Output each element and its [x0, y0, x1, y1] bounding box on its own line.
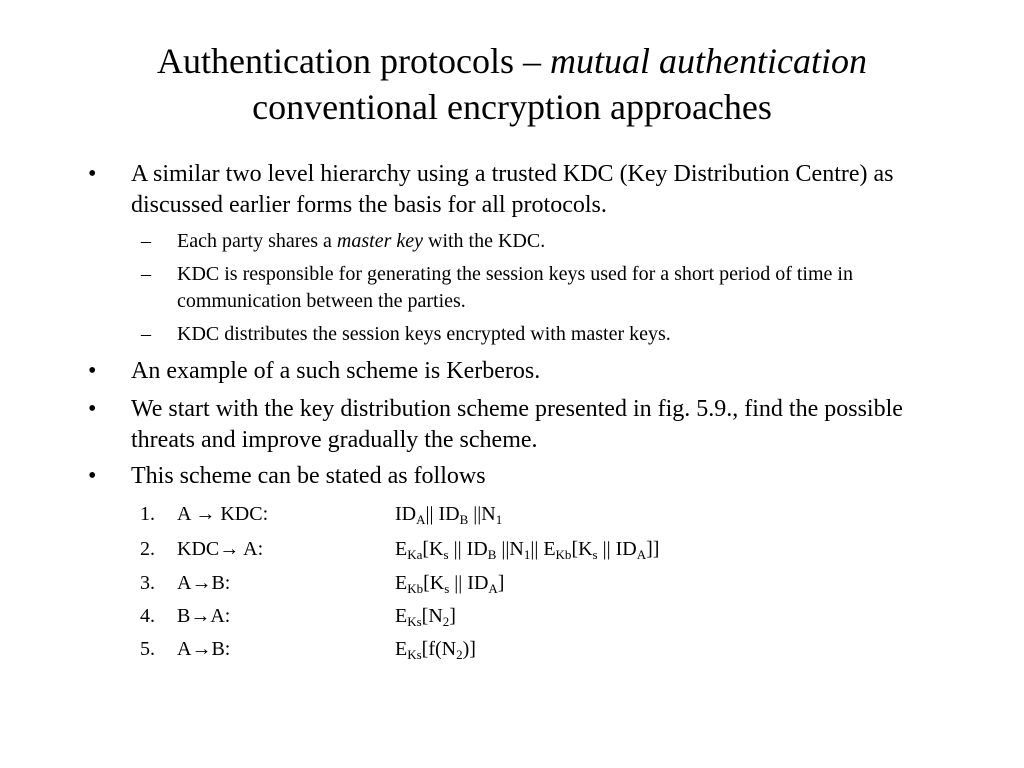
protocol-step-4: [140, 603, 840, 633]
bullet-text: An example of a such scheme is Kerberos.: [131, 358, 541, 384]
msg-part: ID: [395, 503, 417, 525]
msg-part: E: [395, 605, 408, 627]
slide-title: [0, 38, 1024, 130]
arrow-icon: →: [190, 605, 211, 627]
msg-part: [f(N: [421, 638, 457, 660]
arrow-icon: →: [191, 572, 212, 594]
bullet-kerberos: [88, 356, 948, 388]
msg-part: ||N: [468, 503, 496, 525]
msg-sub: s: [444, 581, 450, 596]
subbullet-distribution: [141, 321, 971, 349]
title-line-2: conventional encryption approaches: [252, 87, 772, 127]
msg-part: || ID: [449, 572, 489, 594]
msg-sub: Kb: [407, 581, 424, 596]
msg-part: [K: [422, 538, 444, 560]
msg-sub: A: [488, 581, 498, 596]
msg-sub: 2: [442, 614, 450, 629]
step-message: [395, 501, 502, 527]
bullet-mark: •: [88, 358, 97, 384]
step-to: KDC:: [215, 503, 269, 525]
step-from: A: [177, 572, 192, 594]
text-post: with the KDC.: [423, 230, 546, 252]
msg-sub: s: [443, 547, 449, 562]
bullet-mark: •: [88, 161, 97, 187]
title-italic: mutual authentication: [549, 41, 867, 81]
bullet-mark: •: [88, 463, 97, 489]
step-from: KDC: [177, 538, 220, 560]
subbullet-text: KDC distributes the session keys encrypted with master keys.: [177, 323, 671, 345]
step-from: A: [177, 503, 191, 525]
bullet-scheme: [88, 461, 948, 493]
msg-part: || ID: [448, 538, 488, 560]
bullet-text: We start with the key distribution scheme presented in fig. 5.9., find the possible threats and improve gradually the scheme.: [131, 396, 903, 453]
dash-mark: –: [141, 323, 151, 345]
msg-part: [K: [423, 572, 445, 594]
title-normal: Authentication protocols –: [157, 41, 550, 81]
bullet-text: This scheme can be stated as follows: [131, 463, 486, 489]
msg-sub: Kb: [555, 547, 572, 562]
msg-sub: A: [416, 512, 426, 527]
step-number: 1.: [140, 503, 155, 525]
msg-part: ]]: [646, 538, 660, 560]
msg-part: E: [395, 572, 408, 594]
step-to: B:: [211, 638, 231, 660]
msg-part: || ID: [425, 503, 460, 525]
bullet-threats: [88, 394, 948, 458]
step-to: A:: [210, 605, 231, 627]
step-message: [395, 570, 504, 596]
protocol-step-5: [140, 636, 840, 666]
msg-part: ||N: [496, 538, 524, 560]
step-parties: [177, 636, 230, 662]
step-number: 2.: [140, 538, 155, 560]
msg-part: E: [395, 638, 408, 660]
msg-sub: 1: [523, 547, 531, 562]
protocol-step-2: [140, 536, 840, 566]
step-number: 5.: [140, 638, 155, 660]
msg-part: E: [395, 538, 408, 560]
step-message: [395, 636, 476, 662]
bullet-mark: •: [88, 396, 97, 422]
step-from: A: [177, 638, 192, 660]
step-message: [395, 603, 456, 629]
text-italic: master key: [336, 230, 423, 252]
msg-sub: 1: [495, 512, 503, 527]
bullet-text: A similar two level hierarchy using a trusted KDC (Key Distribution Centre) as discussed earlier forms the basis for all protocols.: [131, 161, 894, 218]
msg-sub: Ks: [407, 647, 422, 662]
msg-sub: Ka: [407, 547, 423, 562]
text-pre: Each party shares a: [177, 230, 337, 252]
msg-sub: A: [636, 547, 647, 562]
subbullet-text: KDC is responsible for generating the session keys used for a short period of time in communication between the parties.: [177, 263, 853, 312]
msg-sub: Ks: [407, 614, 422, 629]
dash-mark: –: [141, 263, 151, 285]
step-parties: [177, 501, 268, 527]
step-number: 3.: [140, 572, 155, 594]
msg-part: )]: [462, 638, 476, 660]
msg-sub: s: [592, 547, 598, 562]
arrow-icon: →: [195, 503, 216, 525]
msg-sub: B: [459, 512, 469, 527]
title-line-1: [0, 38, 1024, 84]
step-to: B:: [211, 572, 231, 594]
step-parties: [177, 536, 263, 562]
msg-part: || E: [530, 538, 556, 560]
protocol-step-3: [140, 570, 840, 600]
step-message: [395, 536, 659, 562]
step-to: A:: [239, 538, 264, 560]
arrow-icon: →: [219, 538, 240, 560]
dash-mark: –: [141, 230, 151, 252]
msg-part: ]: [497, 572, 505, 594]
step-from: B: [177, 605, 191, 627]
msg-part: [N: [421, 605, 443, 627]
subbullet-text: [177, 228, 947, 255]
msg-part: [K: [571, 538, 593, 560]
bullet-kdc-hierarchy: [88, 159, 948, 223]
step-parties: [177, 570, 230, 596]
arrow-icon: →: [191, 638, 212, 660]
step-parties: [177, 603, 230, 629]
protocol-step-1: [140, 501, 840, 531]
subbullet-master-key: [141, 228, 971, 256]
msg-sub: 2: [456, 647, 463, 662]
msg-part: ]: [449, 605, 456, 627]
msg-sub: B: [487, 547, 497, 562]
step-number: 4.: [140, 605, 155, 627]
msg-part: || ID: [597, 538, 637, 560]
subbullet-session-keys: [141, 261, 971, 317]
